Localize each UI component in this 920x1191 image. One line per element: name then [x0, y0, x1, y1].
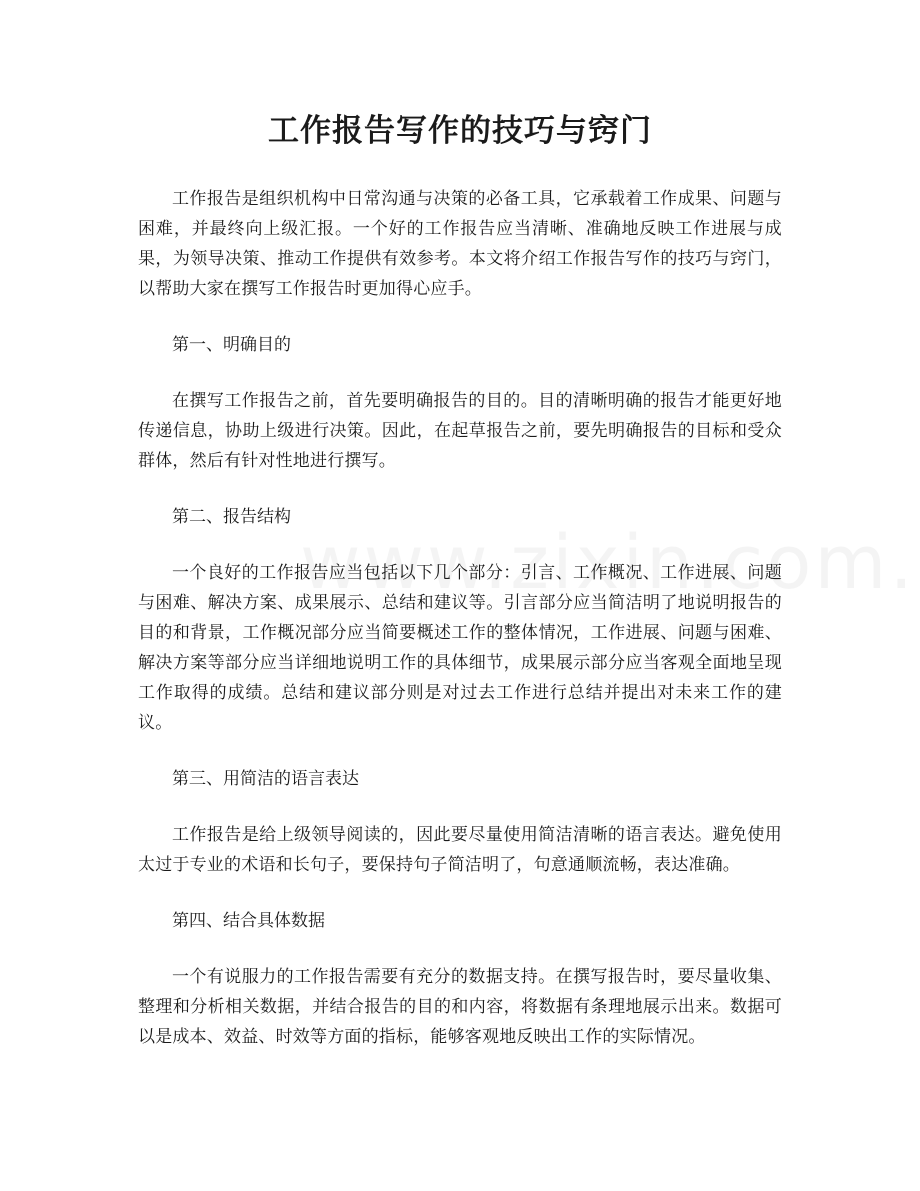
document-title: 工作报告写作的技巧与窍门 — [268, 113, 652, 149]
section-paragraph-2: 一个良好的工作报告应当包括以下几个部分：引言、工作概况、工作进展、问题与困难、解决方案、成果展示、总结和建议等。引言部分应当简洁明了地说明报告的目的和背景，工作概况部分应当简要概述工作的整体情况，工作进展、问题与困难、解决方案等部分应当详细地说明工作的具体细节，成果展示部分应当客观全面地呈现工作取得的成绩。总结和建议部分则是对过去工作进行总结并提出对未来工作的建议。 — [138, 563, 782, 733]
section-paragraph-4: 一个有说服力的工作报告需要有充分的数据支持。在撰写报告时，要尽量收集、整理和分析相关数据，并结合报告的目的和内容，将数据有条理地展示出来。数据可以是成本、效益、时效等方面的指标，能够客观地反映出工作的实际情况。 — [138, 967, 782, 1047]
section-heading-2: 第二、报告结构 — [172, 507, 291, 527]
section-paragraph-3: 工作报告是给上级领导阅读的，因此要尽量使用简洁清晰的语言表达。避免使用太过于专业的术语和长句子，要保持句子简洁明了，句意通顺流畅，表达准确。 — [138, 825, 782, 875]
section-heading-3: 第三、用简洁的语言表达 — [172, 769, 359, 789]
intro-paragraph: 工作报告是组织机构中日常沟通与决策的必备工具，它承载着工作成果、问题与困难，并最终向上级汇报。一个好的工作报告应当清晰、准确地反映工作进展与成果，为领导决策、推动工作提供有效参考。本文将介绍工作报告写作的技巧与窍门，以帮助大家在撰写工作报告时更加得心应手。 — [138, 189, 782, 299]
section-paragraph-1: 在撰写工作报告之前，首先要明确报告的目的。目的清晰明确的报告才能更好地传递信息，协助上级进行决策。因此，在起草报告之前，要先明确报告的目标和受众群体，然后有针对性地进行撰写。 — [138, 391, 782, 471]
document-body — [138, 184, 782, 1078]
section-heading-1: 第一、明确目的 — [172, 335, 291, 355]
section-heading-4: 第四、结合具体数据 — [172, 911, 325, 931]
